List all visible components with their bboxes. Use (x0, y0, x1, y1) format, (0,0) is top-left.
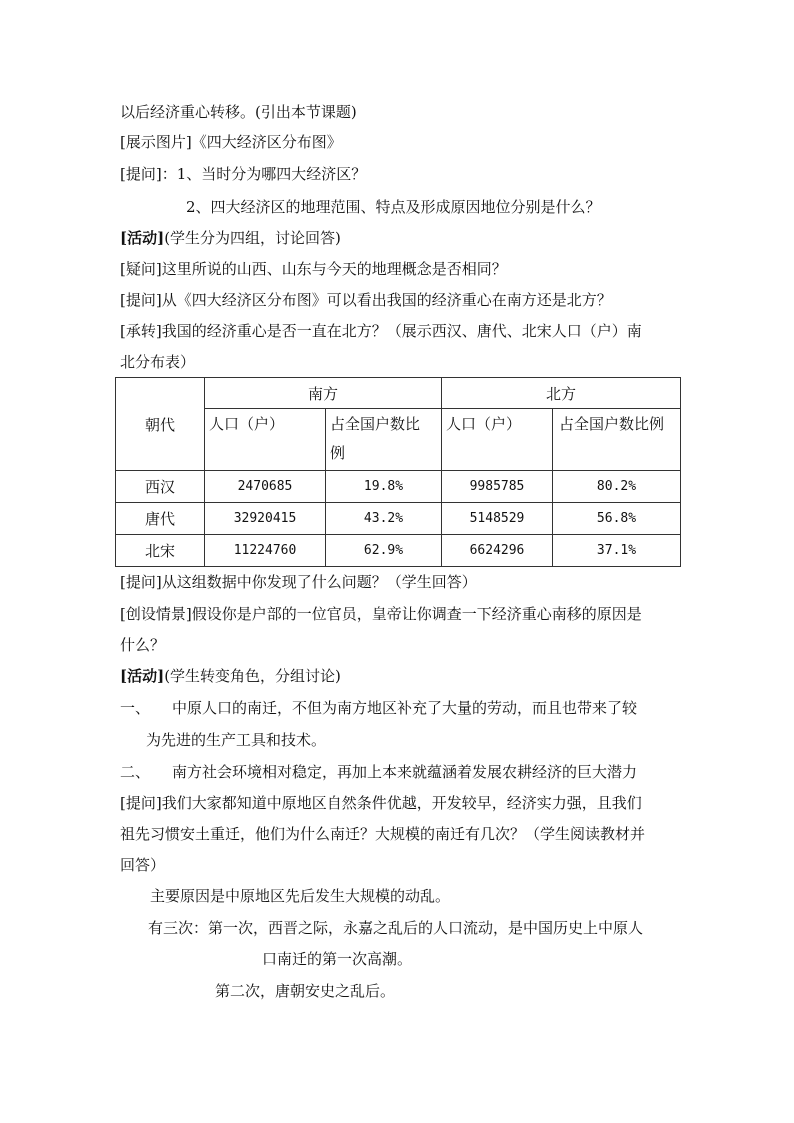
text-line: [提问]我们大家都知道中原地区自然条件优越，开发较早，经济实力强，且我们 (120, 794, 642, 812)
south-pct-cell: 19.8% (326, 471, 442, 503)
text-line: 什么？ (120, 636, 166, 654)
table-row (116, 503, 681, 535)
north-pct-cell: 56.8% (553, 503, 681, 535)
list-text: 南方社会环境相对稳定，再加上本来就蕴涵着发展农耕经济的巨大潜力 (172, 763, 638, 781)
text-line (120, 665, 341, 687)
text-line: [提问]从这组数据中你发现了什么问题？（学生回答） (120, 573, 477, 591)
header-text: 占全国户数比例 (559, 415, 665, 433)
text-line: 为先进的生产工具和技术。 (146, 731, 327, 749)
list-number: 二、 (120, 763, 151, 781)
text-line: 主要原因是中原地区先后发生大规模的动乱。 (150, 887, 451, 905)
text-line: 回答） (120, 856, 166, 874)
activity-tag: [活动] (120, 667, 165, 685)
population-table (115, 377, 681, 567)
dynasty-cell: 北宋 (116, 535, 205, 567)
dynasty-header: 朝代 (116, 378, 205, 471)
text-line: 有三次：第一次，西晋之际，永嘉之乱后的人口流动，是中国历史上中原人 (148, 919, 644, 937)
header-text: 人口（户） (209, 415, 285, 433)
north-pct-cell: 80.2% (553, 471, 681, 503)
activity-tag: [活动] (120, 229, 165, 247)
south-header: 南方 (205, 378, 442, 409)
text-line: [提问]：1、当时分为哪四大经济区？ (120, 165, 367, 183)
text-span: (学生转变角色，分组讨论) (164, 667, 341, 685)
south-pop-cell: 2470685 (205, 471, 326, 503)
text-line: 第二次，唐朝安史之乱后。 (215, 982, 396, 1000)
text-line: [疑问]这里所说的山西、山东与今天的地理概念是否相同？ (120, 260, 507, 278)
south-pop-cell: 11224760 (205, 535, 326, 567)
text-line: [展示图片]《四大经济区分布图》 (120, 133, 342, 151)
text-line (120, 227, 341, 249)
south-pop-cell: 32920415 (205, 503, 326, 535)
table-row (116, 471, 681, 503)
south-pct-cell: 62.9% (326, 535, 442, 567)
list-number: 一、 (120, 699, 151, 717)
list-text: 中原人口的南迁，不但为南方地区补充了大量的劳动，而且也带来了较 (172, 699, 638, 717)
north-header: 北方 (442, 378, 681, 409)
text-line: [承转]我国的经济重心是否一直在北方？（展示西汉、唐代、北宋人口（户）南 (120, 322, 642, 340)
dynasty-cell: 西汉 (116, 471, 205, 503)
text-line: [创设情景]假设你是户部的一位官员，皇帝让你调查一下经济重心南移的原因是 (120, 605, 642, 623)
north-pop-cell: 9985785 (442, 471, 553, 503)
north-pop-header (442, 409, 553, 471)
header-text: 人口（户） (446, 415, 522, 433)
text-line: 北分布表） (120, 353, 196, 371)
north-pop-cell: 6624296 (442, 535, 553, 567)
header-text: 占全国户数比 (330, 415, 421, 433)
north-ratio-header (553, 409, 681, 471)
north-pct-cell: 37.1% (553, 535, 681, 567)
south-pop-header (205, 409, 326, 471)
north-pop-cell: 5148529 (442, 503, 553, 535)
list-item (120, 697, 637, 719)
dynasty-cell: 唐代 (116, 503, 205, 535)
text-line: [提问]从《四大经济区分布图》可以看出我国的经济重心在南方还是北方？ (120, 291, 612, 309)
text-span: (学生分为四组，讨论回答) (164, 229, 341, 247)
south-ratio-header (326, 409, 442, 471)
south-pct-cell: 43.2% (326, 503, 442, 535)
text-line: 以后经济重心转移。(引出本节课题) (120, 103, 357, 121)
header-text: 例 (330, 444, 346, 462)
text-line: 2、四大经济区的地理范围、特点及形成原因地位分别是什么？ (186, 198, 601, 216)
table-row (116, 535, 681, 567)
text-line: 祖先习惯安土重迁，他们为什么南迁？大规模的南迁有几次？（学生阅读教材并 (120, 825, 646, 843)
text-line: 口南迁的第一次高潮。 (262, 950, 413, 968)
list-item (120, 761, 637, 783)
